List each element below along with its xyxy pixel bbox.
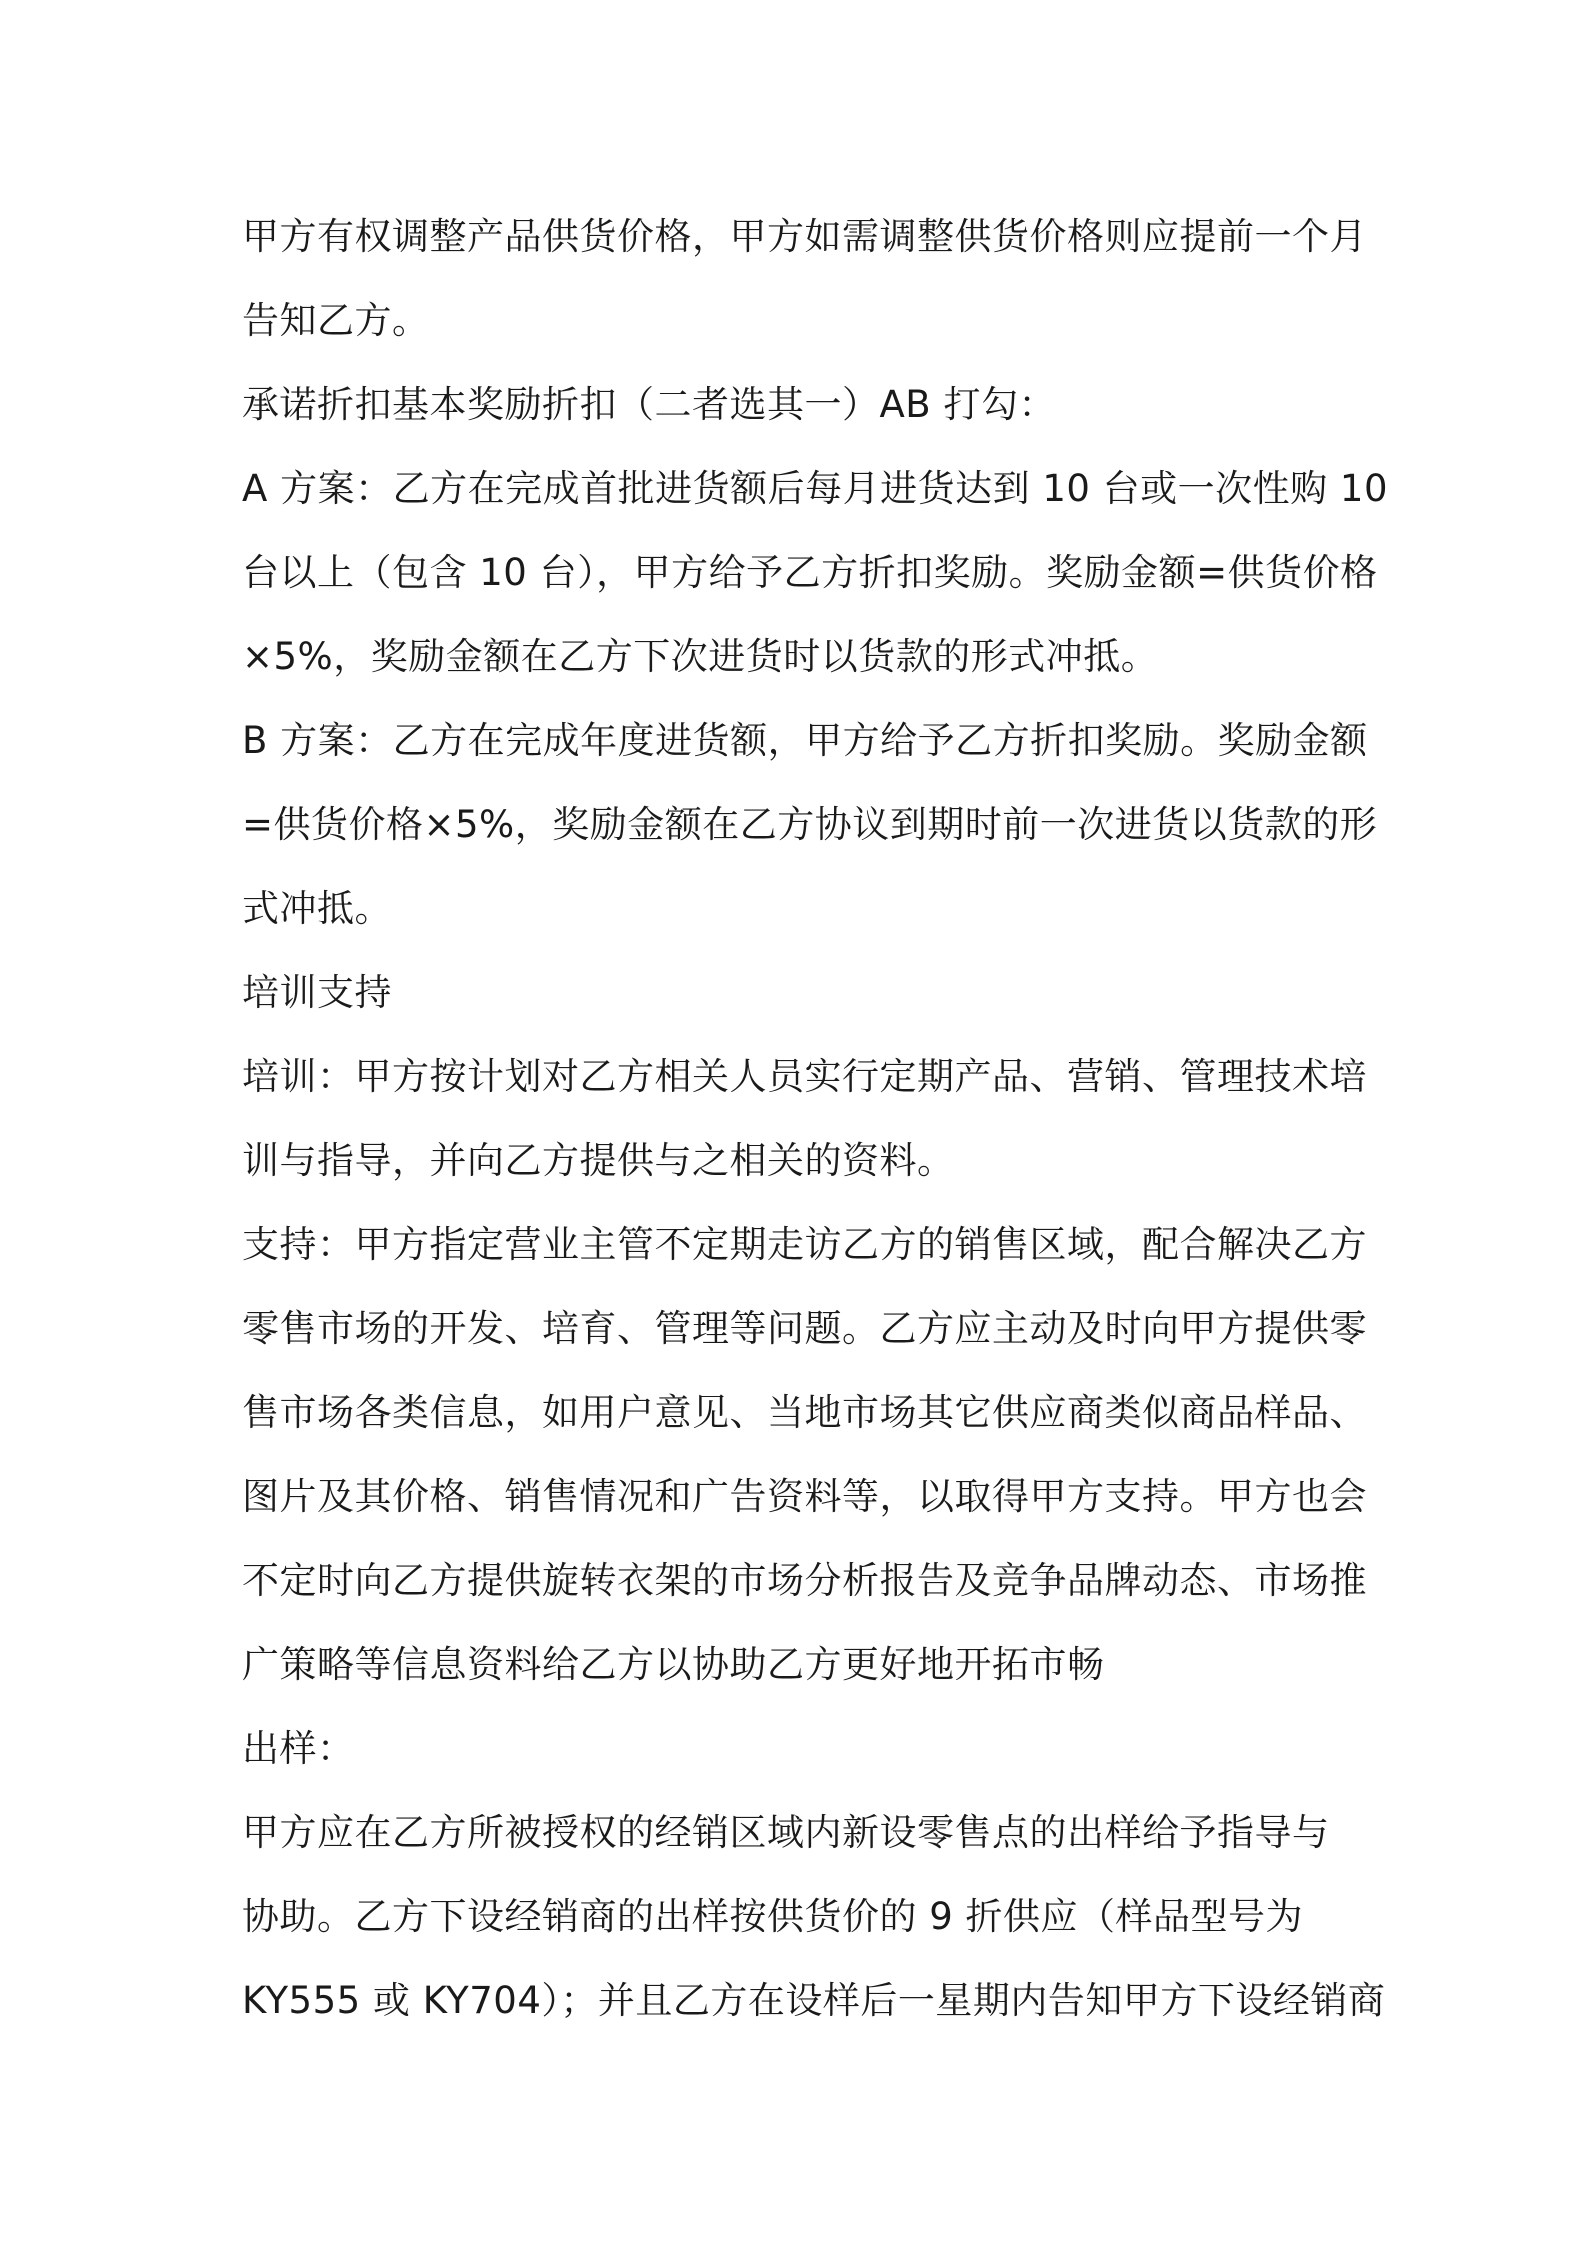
text-line: 甲方有权调整产品供货价格，甲方如需调整供货价格则应提前一个月 xyxy=(242,215,1367,258)
text-line: 不定时向乙方提供旋转衣架的市场分析报告及竞争品牌动态、市场推 xyxy=(242,1559,1367,1602)
text-line: B 方案：乙方在完成年度进货额，甲方给予乙方折扣奖励。奖励金额 xyxy=(242,719,1368,762)
text-line: =供货价格×5%，奖励金额在乙方协议到期时前一次进货以货款的形 xyxy=(242,803,1378,846)
text-line: 承诺折扣基本奖励折扣（二者选其一）AB 打勾： xyxy=(242,383,1056,426)
text-line: 售市场各类信息，如用户意见、当地市场其它供应商类似商品样品、 xyxy=(242,1391,1367,1434)
document-body xyxy=(242,195,1389,2043)
text-line: 告知乙方。 xyxy=(242,299,430,342)
text-line: 广策略等信息资料给乙方以协助乙方更好地开拓市畅 xyxy=(242,1643,1105,1686)
text-line: A 方案：乙方在完成首批进货额后每月进货达到 10 台或一次性购 10 xyxy=(242,467,1389,510)
text-line: 支持：甲方指定营业主管不定期走访乙方的销售区域，配合解决乙方 xyxy=(242,1223,1367,1266)
text-line: KY555 或 KY704）；并且乙方在设样后一星期内告知甲方下设经销商 xyxy=(242,1979,1386,2022)
text-line: 训与指导，并向乙方提供与之相关的资料。 xyxy=(242,1139,955,1182)
text-line: 培训：甲方按计划对乙方相关人员实行定期产品、营销、管理技术培 xyxy=(242,1055,1367,1098)
text-line: 零售市场的开发、培育、管理等问题。乙方应主动及时向甲方提供零 xyxy=(242,1307,1367,1350)
text-line: 出样： xyxy=(242,1727,355,1770)
text-line: ×5%，奖励金额在乙方下次进货时以货款的形式冲抵。 xyxy=(242,635,1159,678)
text-line: 培训支持 xyxy=(242,971,392,1014)
text-line: 台以上（包含 10 台），甲方给予乙方折扣奖励。奖励金额=供货价格 xyxy=(242,551,1378,594)
text-line: 图片及其价格、销售情况和广告资料等，以取得甲方支持。甲方也会 xyxy=(242,1475,1367,1518)
text-line: 式冲抵。 xyxy=(242,887,392,930)
text-line: 协助。乙方下设经销商的出样按供货价的 9 折供应（样品型号为 xyxy=(242,1895,1304,1938)
text-line: 甲方应在乙方所被授权的经销区域内新设零售点的出样给予指导与 xyxy=(242,1811,1330,1854)
